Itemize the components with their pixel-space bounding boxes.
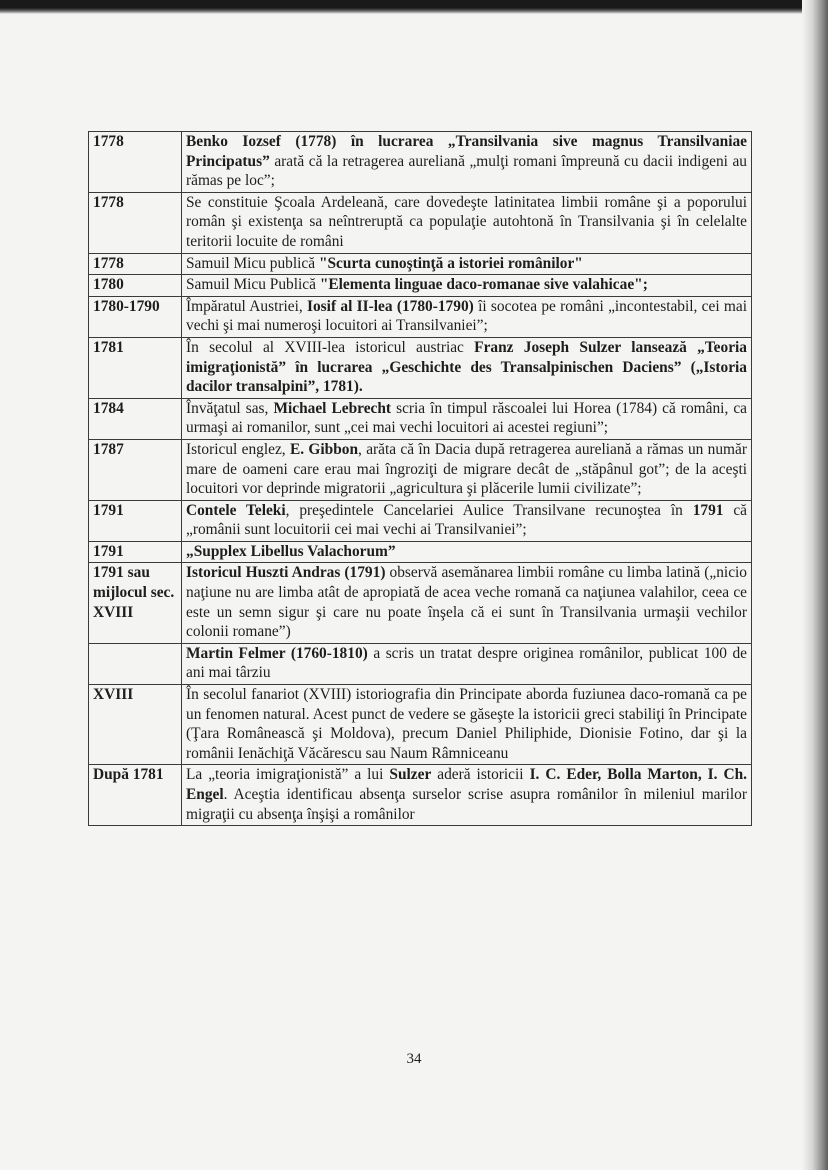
text-segment: a scris un tratat despre originea românilor, publicat 100 de ani mai târziu <box>186 644 747 682</box>
bold-text-segment: E. Gibbon <box>289 440 359 458</box>
row-description <box>182 685 752 765</box>
table-row <box>89 275 752 297</box>
table-row <box>89 439 752 500</box>
row-description <box>182 398 752 439</box>
bold-text-segment: „Supplex Libellus Valachorum” <box>186 542 396 560</box>
bold-text-segment: Franz Joseph Sulzer lansează „Teoria imigraţionistă” în lucrarea „Geschichte des Transalpinischen Daciens” („Istoria dacilor transalpini”, 1781). <box>186 338 747 396</box>
row-date: 1778 <box>89 192 182 253</box>
row-date: 1780-1790 <box>89 296 182 337</box>
bold-text-segment: Sulzer <box>389 766 432 784</box>
bold-text-segment: "Scurta cunoştinţă a istoriei românilor" <box>318 254 583 272</box>
table-row <box>89 192 752 253</box>
row-description <box>182 643 752 684</box>
row-description <box>182 275 752 297</box>
bold-text-segment: Benko Iozsef (1778) în lucrarea „Transilvania sive magnus Transilvaniae Principatus” <box>186 133 747 170</box>
table-row <box>89 643 752 684</box>
chronology-table-body <box>89 132 752 826</box>
row-description <box>182 439 752 500</box>
text-segment: Împăratul Austriei, <box>186 297 307 315</box>
text-segment: Istoricul englez, <box>186 440 290 458</box>
row-date: 1781 <box>89 337 182 398</box>
row-description <box>182 192 752 253</box>
row-date <box>89 643 182 684</box>
row-description <box>182 563 752 643</box>
table-row <box>89 685 752 765</box>
table-row <box>89 563 752 643</box>
bold-text-segment: Istoricul Huszti Andras (1791) <box>186 564 386 582</box>
chronology-table <box>88 131 752 826</box>
scan-right-edge <box>802 0 828 1170</box>
page-number: 34 <box>406 1051 422 1067</box>
bold-text-segment: "Elementa linguae daco-romanae sive valahicae"; <box>319 276 648 294</box>
text-segment: Samuil Micu publică <box>186 254 319 272</box>
row-description <box>182 337 752 398</box>
text-segment: Samuil Micu Publică <box>186 276 320 294</box>
row-description <box>182 500 752 541</box>
row-date: 1791 sau mijlocul sec. XVIII <box>89 563 182 643</box>
bold-text-segment: I. C. Eder, Bolla Marton, I. Ch. Engel <box>186 766 747 803</box>
bold-text-segment: Michael Lebrecht <box>273 399 392 417</box>
row-description <box>182 132 752 193</box>
bold-text-segment: Iosif al II-lea (1780-1790) <box>307 297 474 315</box>
text-segment: , arăta că în Dacia după retragerea aureliană a rămas un număr mare de oameni care erau mai îngroziţi de migrare decât de „stăpânul got”; de la aceşti locuitori vor deprinde migratorii „agricultura şi plăcerile lumii civilizate”; <box>186 440 747 498</box>
row-description <box>182 541 752 563</box>
text-segment: În secolul fanariot (XVIII) istoriografia din Principate aborda fuziunea daco-romană ca pe un fenomen natural. Acest punct de vedere se găseşte la istoricii greci stabiliţi în Principate (Ţara Românească şi Moldova), precum Daniel Philiphide, Dionisie Fotino, dar şi la românii Ienăchiţă Văcărescu sau Naum Râmniceanu <box>186 686 747 762</box>
row-date: 1780 <box>89 275 182 297</box>
text-segment: observă asemănarea limbii române cu limba latină („nicio naţiune nu are limba atât de apropiată de acea veche romană ca naţiunea valahilor, ceea ce este un semn sigur şi care nu poate înşela că ei sunt în Transilvania urmaşii vechilor colonii romane”) <box>186 564 747 641</box>
row-description <box>182 253 752 275</box>
row-date: 1787 <box>89 439 182 500</box>
text-segment: arată că la retragerea aureliană „mulţi romani împreună cu dacii indigeni au rămas pe loc”; <box>186 152 747 190</box>
row-description <box>182 296 752 337</box>
scan-top-edge <box>0 0 828 14</box>
row-date: 1791 <box>89 500 182 541</box>
text-segment: îi socotea pe români „incontestabil, cei mai vechi şi mai numeroşi locuitori ai Transilvaniei”; <box>186 297 747 335</box>
table-row <box>89 765 752 826</box>
row-date: 1778 <box>89 253 182 275</box>
row-date: 1791 <box>89 541 182 563</box>
row-date: După 1781 <box>89 765 182 826</box>
text-segment: scria în timpul răscoalei lui Horea (1784) că români, ca urmaşi ai romanilor, sunt „cei mai vechi locuitori ai acestei regiuni”; <box>186 399 747 437</box>
text-segment: La „teoria imigraţionistă” a lui <box>186 766 390 784</box>
row-description <box>182 765 752 826</box>
table-row <box>89 337 752 398</box>
text-segment: Se constituie Şcoala Ardeleană, care dovedeşte latinitatea limbii române şi a poporului român şi existenţa sa neîntreruptă ca populaţie autohtonă în Transilvania şi în celelalte teritorii locuite de români <box>186 193 747 250</box>
table-row <box>89 253 752 275</box>
bold-text-segment: Contele Teleki <box>186 501 286 519</box>
text-segment: , preşedintele Cancelariei Aulice Transilvane recunoştea în <box>285 501 693 519</box>
row-date: XVIII <box>89 685 182 765</box>
table-row <box>89 500 752 541</box>
text-segment: Învăţatul sas, <box>186 399 274 417</box>
table-row <box>89 296 752 337</box>
table-row <box>89 132 752 193</box>
bold-text-segment: 1791 <box>692 501 724 519</box>
text-segment: că „românii sunt locuitorii cei mai vechi ai Transilvaniei”; <box>186 501 747 539</box>
bold-text-segment: Martin Felmer (1760-1810) <box>186 644 368 662</box>
row-date: 1784 <box>89 398 182 439</box>
text-segment: aderă istoricii <box>431 766 530 784</box>
table-row <box>89 398 752 439</box>
text-segment: . Aceştia identificau absenţa surselor scrise asupra românilor în mileniul marilor migraţii cu absenţa înşişi a românilor <box>186 786 747 823</box>
table-row <box>89 541 752 563</box>
text-segment: În secolul al XVIII-lea istoricul austriac <box>186 338 475 356</box>
row-date: 1778 <box>89 132 182 193</box>
